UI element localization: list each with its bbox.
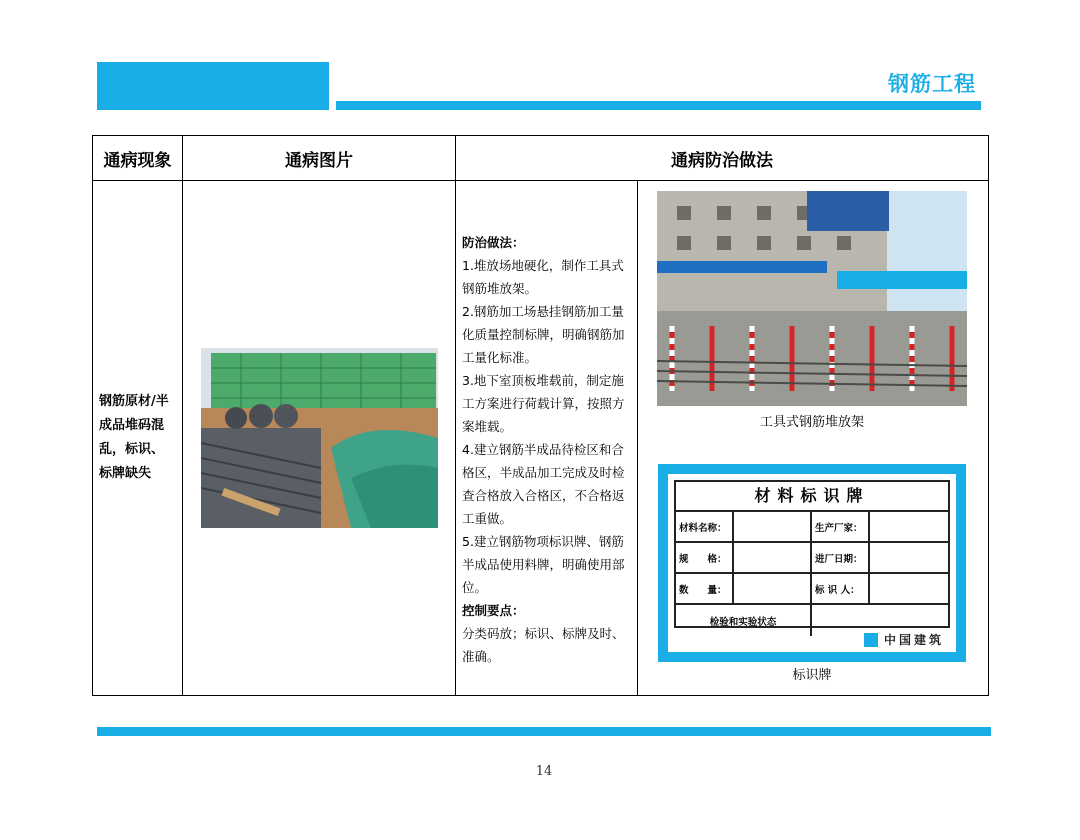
methods-cell xyxy=(456,181,638,696)
sign-label-spec: 规 格： xyxy=(676,543,734,572)
method-item: 2.钢筋加工场悬挂钢筋加工量化质量控制标牌，明确钢筋加工量化标准。 xyxy=(462,304,625,365)
sign-label-inspection: 检验和实验状态 xyxy=(676,605,812,636)
sign-label-manufacturer: 生产厂家： xyxy=(812,512,870,541)
defect-photo xyxy=(201,348,438,528)
sign-brand-text: 中国建筑 xyxy=(883,633,944,647)
sign-label-entry-date: 进厂日期： xyxy=(812,543,870,572)
sign-caption: 标识牌 xyxy=(792,668,832,683)
col-header-phenomenon: 通病现象 xyxy=(93,136,183,181)
rack-photo-caption: 工具式钢筋堆放架 xyxy=(759,415,864,430)
sign-brand xyxy=(864,631,944,648)
methods-heading: 防治做法： xyxy=(462,235,525,250)
method-item: 1.堆放场地硬化，制作工具式钢筋堆放架。 xyxy=(462,258,624,296)
material-sign xyxy=(658,464,966,662)
rack-photo xyxy=(657,191,967,406)
col-header-photo: 通病图片 xyxy=(183,136,456,181)
col-header-methods: 通病防治做法 xyxy=(456,136,989,181)
sign-title: 材料标识牌 xyxy=(676,482,948,512)
method-item: 3.地下室顶板堆载前，制定施工方案进行荷载计算，按照方案堆载。 xyxy=(462,373,625,434)
page-number: 14 xyxy=(535,764,553,779)
footer-bar xyxy=(97,727,991,736)
method-item: 5.建立钢筋物项标识牌、钢筋半成品使用料牌，明确使用部位。 xyxy=(462,534,625,595)
key-points-heading: 控制要点： xyxy=(462,603,525,618)
sign-label-material: 材料名称： xyxy=(676,512,734,541)
sign-label-quantity: 数 量： xyxy=(676,574,734,603)
header-block xyxy=(97,62,329,110)
phenomenon-cell xyxy=(93,181,183,696)
method-item: 4.建立钢筋半成品待检区和合格区，半成品加工完成及时检查合格放入合格区，不合格返工重做。 xyxy=(462,442,625,526)
header-bar xyxy=(336,101,981,110)
cscec-logo-icon xyxy=(864,633,878,647)
phenomenon-text: 钢筋原材/半成品堆码混乱，标识、标牌缺失 xyxy=(99,394,169,481)
sign-label-marker: 标 识 人： xyxy=(812,574,870,603)
page-title: 钢筋工程 xyxy=(888,72,976,96)
key-points-text: 分类码放；标识、标牌及时、准确。 xyxy=(462,626,625,664)
